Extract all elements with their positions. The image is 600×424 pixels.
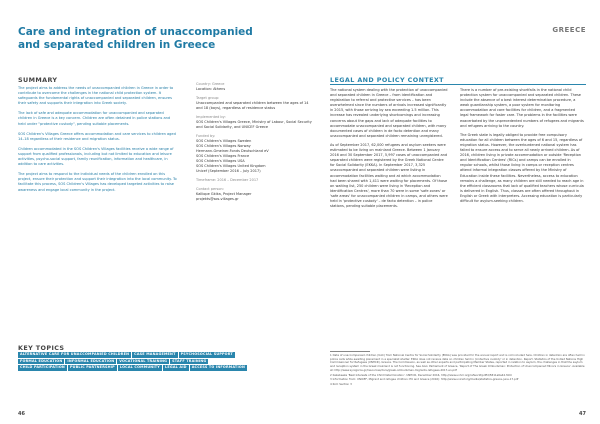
summary-paragraph: The lack of safe and adequate accommodation for unaccompanied and separated children in Greece is a key concern. Children are often detained in police stations and held under "protective custody", pending suitable placements. <box>18 111 171 126</box>
summary-paragraph: SOS Children's Villages Greece offers accommodation and care services to children aged 14–18 regardless of their residence and migration status. <box>18 131 176 141</box>
topic-tag: ACCESS TO INFORMATION <box>191 365 246 370</box>
meta-label: Timeframe: 2016 – December 2017 <box>196 178 259 182</box>
meta-label: Country: Greece <box>196 82 225 86</box>
legal-heading: LEGAL AND POLICY CONTEXT <box>330 76 444 84</box>
topic-tag: STAFF TRAINING <box>172 358 207 363</box>
footnote-divider <box>330 351 370 352</box>
topic-tag: CHILD PARTICIPATION <box>20 365 65 370</box>
summary-paragraph: Children accommodated in the SOS Children's Villages facilities receive a wide range of support from qualified professionals, including but not limited to education and leisure activities, psycho-social support, family reunification, information and healthcare, in addition to care activities. <box>18 146 174 167</box>
topic-tag: VOCATIONAL TRAINING <box>119 358 168 363</box>
meta-value: SOS Children's Villages Greece, Ministry of Labour, Social Security and Social Solidarity, and UNICEF Greece <box>196 120 312 129</box>
meta-value: SOS Children's Villages Sweden SOS Children's Villages Norway Hermann-Gmeiner-Fonds Deutschland eV SOS Children's Villages France SOS Children's Villages USA SOS Children's Villages United Kingdom Unicef (September 2016 – July 2017) <box>196 139 269 173</box>
legal-paragraph: The national system dealing with the protection of unaccompanied and separated children in Greece – from identification and registration to referral and protective services – has been overwhelmed since the numbers of arrivals increased significantly in 2015, with those arriving by sea exceeding 1.5 million. This increase has revealed underlying shortcomings and increasing concerns about the gaps and lack of adequate facilities to accommodate unaccompanied and separated children, with many documented cases of children in de facto detention and many unaccompanied and separated children remaining unregistered. <box>330 88 448 138</box>
footnote: 3 Information from: UNICEF, Migrant and refugee children: EU and Greece (2016): http://www.unicef.org/media/statistics-greece-june-17.pdf <box>330 377 519 382</box>
page-number-right: 47 <box>579 411 586 417</box>
key-topics-tags <box>18 352 250 371</box>
country-tag: GREECE <box>552 26 586 34</box>
topic-tag: CASE MANAGEMENT <box>134 352 176 356</box>
meta-value: Unaccompanied and separated children between the ages of 14 and 18 (boys), regardless of residence status <box>196 101 309 110</box>
meta-label: Contact person: <box>196 187 224 191</box>
summary-paragraph: The project aims to respond to the individual needs of the children enrolled on this project, ensure their protection and support their integration into the local community. To facilitate this process, SOS Children's Villages has developed targeted activities to raise awareness and engage local community in the project. <box>18 172 177 192</box>
legal-paragraph: As of September 2017, 62,000 refugees and asylum seekers were estimated to be living on mainland Greece. Between 1 January 2016 and 30 September 2017, 5,997 cases of unaccompanied and separated children were registered by the Greek National Centre for Social Solidarity (EKKA). In September 2017, 3,325 unaccompanied and separated children were listing in accommodation facilities waiting and at which accommodation had been shared with 1,411 were waiting for placements. Of those on waiting list, 250 children were living in 'Reception and Identification Centres', more than 70 were in some 'safe zones' or 'safe areas' for unaccompanied children in camps, and others were held in 'protective custody' – de facto detention – in police stations, pending suitable placements. <box>330 142 448 209</box>
summary-section <box>18 86 178 198</box>
meta-label: Target group: <box>196 96 220 100</box>
footnote: 2 Kakebeeke 'Best Interests of the Child Determination'. UNHCR, December 2016, http://www.unhcr.org/refworld/pdfid/5811a6a44.html <box>330 372 513 377</box>
meta-value: Location: Athens <box>196 87 226 91</box>
footnote: 1 Data of unaccompanied children (UAC) from National Centre for Social Solidarity (EKKA) was provided for the annual report and is not included here. Children in detention are often held in police cells while awaiting placement in a specialist shelter. EKKA does not receive data on children held in 'protective custody' or in detention. Report. Statistics of the United Nations High Commissioner for Refugees (UNHCR). Greece. The Commission, as well as other experts and participating Member States, reported in relation to asylum, the challenges in that the asylum and reception system in the Greek mainland is not functioning. See Also: Parliament of Greece, 'Report of The Greek Ombudsman: Protection of Unaccompanied Minors in Greece'. Available at: http://www.synigoros.gr/resources/docs/greek-ombudsman-migrants-refugees-2017-en.pdf <box>330 353 585 372</box>
legal-paragraph: There is a number of pre-existing shortfalls in the national child protection system for unaccompanied and separated children. These include the absence of a best interest determination procedure, a weak guardianship system, a poor system for monitoring accommodation and care facilities for children, and a fragmented legal framework for foster care. The problems in the facilities were exacerbated by the unprecedented numbers of refugees and migrants and refugees arriving to the country. <box>460 88 584 128</box>
key-topics-heading: KEY TOPICS <box>18 344 65 352</box>
section-divider <box>330 84 586 85</box>
topic-tag: ALTERNATIVE CARE FOR UNACCOMPANIED CHILDREN <box>20 352 130 356</box>
summary-paragraph: The project aims to address the needs of unaccompanied children in Greece in order to contribute to overcome the challenges in the national child protection system. It safeguards the fundamental rights of unaccompanied and separated children, ensures their safety and supports their integration into Greek society. <box>18 86 174 106</box>
topic-tag: PUBLIC PARTNERSHIP <box>69 365 115 370</box>
topic-tag: PSYCHOSOCIAL SUPPORT <box>180 352 233 356</box>
footnotes <box>330 354 586 388</box>
topic-tag: LOCAL COMMUNITY <box>119 365 160 370</box>
page-number-left: 46 <box>18 411 25 417</box>
summary-heading: SUMMARY <box>18 76 58 84</box>
topic-tag: INFORMAL EDUCATION <box>67 358 115 363</box>
legal-column-1 <box>330 88 448 213</box>
meta-label: Funded by: <box>196 134 216 138</box>
topic-tag: LEGAL AID <box>164 365 187 370</box>
legal-paragraph: The Greek state is legally obliged to provide free compulsory education for all children between the ages of 6 and 15, regardless of migration status. However, the overburdened national system has failed to ensure access and to serve all newly arrived children. As of 2016, children living in private accommodation or outside 'Reception and Identification Centres' (RICs) and camps can be enrolled in regular schools, whilst those living in camps or reception centres attend informal integration classes offered by the Ministry of Education inside these facilities. Nevertheless, access to education remains a challenge, as many children are still needed to reach age in the efficient classrooms that lack of qualified teachers whose curricula is delivered in English. Thus, classes are often offered throughout in English or Greek with interpreters. Accessing education is particularly difficult for asylum-seeking children. <box>460 132 584 203</box>
meta-value: Kalliope Gkika, Project Manager projekts@sos-villages.gr <box>196 192 252 201</box>
legal-column-2 <box>460 88 584 208</box>
project-metadata <box>196 78 314 202</box>
meta-label: Implemented by: <box>196 115 226 119</box>
footnote: 4 Ibid: Section 3 <box>330 381 352 386</box>
page-title: Care and integration of unaccompanied and separated children in Greece <box>18 26 253 51</box>
topic-tag: FORMAL EDUCATION <box>20 358 63 363</box>
